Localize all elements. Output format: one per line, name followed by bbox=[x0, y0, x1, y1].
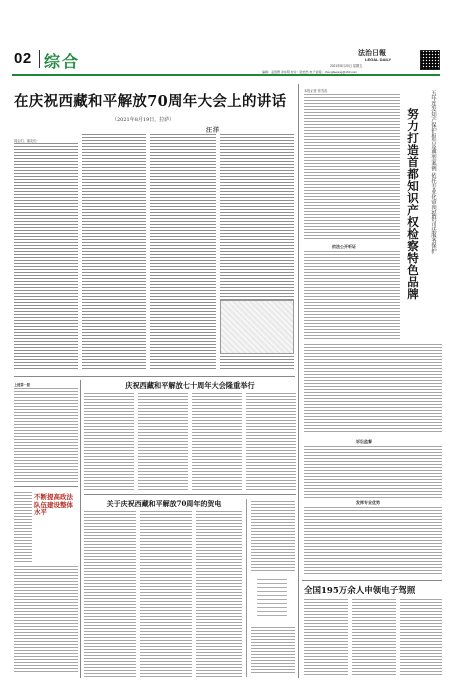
news1-col1 bbox=[84, 393, 134, 491]
speech-author: 汪洋 bbox=[206, 127, 221, 134]
right-feature-headline: 努力打造首都知识产权检察特色品牌 bbox=[406, 108, 420, 300]
right-feature-bottom-rule bbox=[302, 580, 442, 581]
news2-sidebar-box bbox=[246, 499, 296, 677]
right-section-1: 依法公开听证 bbox=[332, 244, 356, 249]
masthead-logo-en: LEGAL DAILY bbox=[365, 57, 392, 62]
news1-headline: 庆祝西藏和平解放七十周年大会隆重举行 bbox=[125, 381, 255, 390]
news2-sidebar-text bbox=[251, 501, 295, 571]
qr-code bbox=[420, 50, 440, 70]
right-feature-body-2 bbox=[304, 344, 442, 434]
news1-col2 bbox=[138, 393, 188, 491]
left-column-text-top bbox=[14, 388, 78, 482]
speech-salutation: 同志们，朋友们： bbox=[14, 139, 40, 143]
bottom-right-col3 bbox=[400, 599, 442, 675]
bottom-right-col2 bbox=[352, 599, 396, 675]
news1-col4 bbox=[246, 393, 296, 491]
news2-col2 bbox=[140, 511, 192, 677]
issue-date: 2021年8月20日 星期五 bbox=[330, 64, 363, 68]
bottom-right-headline: 全国195万余人申领电子驾照 bbox=[304, 586, 416, 596]
speech-title: 在庆祝西藏和平解放70周年大会上的讲话 bbox=[14, 93, 287, 110]
news2-headline: 关于庆祝西藏和平解放70周年的贺电 bbox=[106, 499, 222, 508]
news1-bottom-rule bbox=[84, 494, 296, 495]
left-column-headline: 不断提高政法队伍建设整体水平 bbox=[34, 493, 73, 516]
left-column-text-a bbox=[14, 492, 32, 562]
left-column-divider bbox=[14, 486, 78, 487]
right-feature-lead bbox=[304, 94, 400, 240]
speech-body-col2 bbox=[82, 134, 146, 371]
section-divider bbox=[39, 50, 40, 68]
right-feature-kicker: 本报记者 张雪泓 bbox=[304, 89, 328, 93]
speech-body-col1 bbox=[14, 143, 78, 371]
news2-col3 bbox=[196, 511, 242, 677]
speech-bottom-rule bbox=[14, 376, 295, 377]
right-feature bbox=[302, 84, 442, 674]
editor-line: 编辑：孟绍群 余东明 校对：陆怡然 电子信箱：zhengfawang@163.com bbox=[262, 70, 357, 74]
left-column-vrule bbox=[80, 380, 81, 678]
right-feature-body-4 bbox=[304, 507, 442, 575]
right-section-3: 诉讼监督 bbox=[356, 439, 372, 444]
news2-col1 bbox=[84, 511, 136, 677]
masthead-logo-cn: 法治日報 bbox=[358, 48, 386, 57]
left-column bbox=[14, 382, 78, 677]
speech-date: （2021年8月19日，拉萨） bbox=[112, 117, 175, 123]
news2-sidebar-text2 bbox=[251, 627, 295, 675]
masthead-rule bbox=[12, 74, 440, 76]
news1-col3 bbox=[192, 393, 242, 491]
right-section-2: 发挥专业优势 bbox=[356, 500, 380, 505]
section-name: 综合 bbox=[44, 54, 81, 71]
right-feature-body-1 bbox=[304, 251, 400, 341]
page-number: 02 bbox=[14, 50, 32, 67]
left-column-kicker: 上接第一版 bbox=[14, 383, 30, 387]
right-feature-subhead: 五年连发知产保护报告及典型案例 依托专业化审判提供司法服务保护 bbox=[430, 90, 436, 254]
main-vrule bbox=[298, 84, 299, 678]
left-column-text-b bbox=[14, 566, 78, 672]
speech-photo bbox=[220, 300, 294, 354]
right-feature-body-3 bbox=[304, 446, 442, 498]
news2-sidebar-stamp bbox=[257, 579, 287, 619]
speech-body-col3 bbox=[150, 134, 216, 371]
bottom-right-col1 bbox=[304, 599, 348, 675]
